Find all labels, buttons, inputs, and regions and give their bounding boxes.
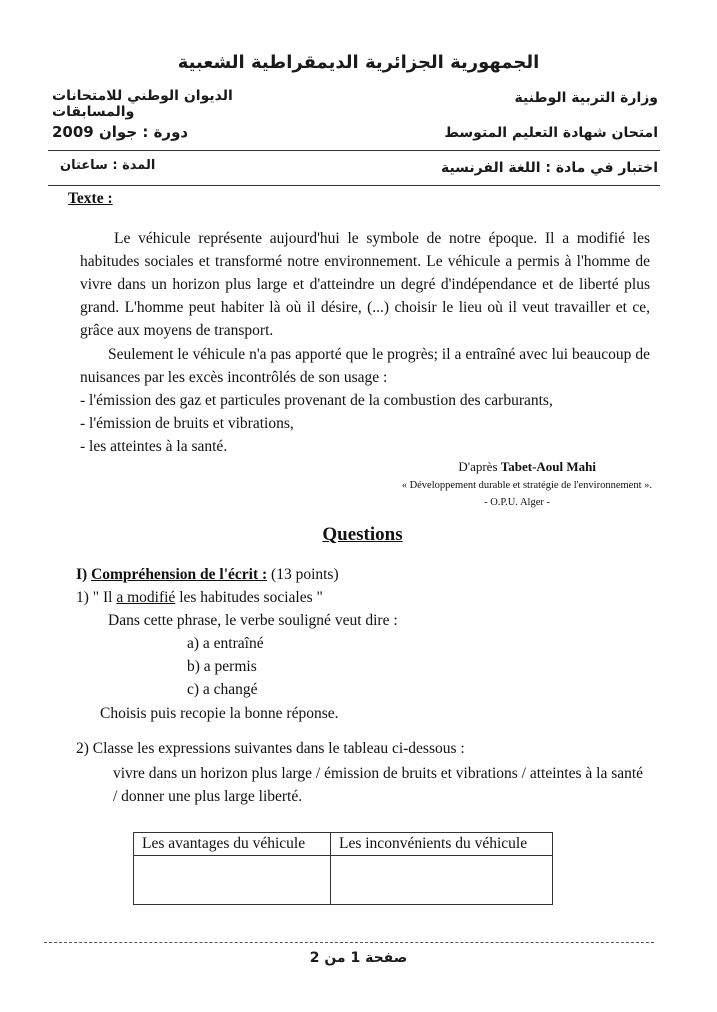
exam-name: امتحان شهادة التعليم المتوسط bbox=[444, 125, 658, 141]
text-title bbox=[68, 187, 113, 210]
exam-subject: اختبار في مادة : اللغة الفرنسية bbox=[440, 160, 658, 176]
section-1-number: I) bbox=[76, 566, 92, 583]
text-paragraph-1: Le véhicule représente aujourd'hui le symbole de notre époque. Il a modifié les habitudes sociales et transformé notre environnement. Le véhicule a permis à l'homme de vivre dans un horizon plus large et d'atteindre un degré d'indépendance et de liberté plus grand. L'homme peut habiter là où il désire, (...) choisir le lieu où il veut travailler et ce, grâce aux moyens de transport. bbox=[80, 230, 650, 339]
header-rule-top bbox=[48, 150, 660, 151]
q2-expressions: vivre dans un horizon plus large / émission de bruits et vibrations / atteintes à la santé / donner une plus large liberté. bbox=[113, 765, 644, 805]
questions-title-label: Questions bbox=[322, 524, 403, 545]
page-number: صفحة 1 من 2 bbox=[309, 950, 408, 966]
q1-options bbox=[187, 632, 264, 701]
q1-option-c: c) a changé bbox=[187, 681, 258, 698]
q1-option-a: a) a entraîné bbox=[187, 635, 264, 652]
text-title-label: Texte : bbox=[68, 190, 113, 207]
text-paragraph-2: Seulement le véhicule n'a pas apporté que le progrès; il a entraîné avec lui beaucoup de nuisances par les excès incontrôlés de son usage : bbox=[80, 346, 650, 386]
q1-underlined-verb: a modifié bbox=[116, 589, 176, 606]
bullet-list bbox=[80, 389, 660, 458]
exam-session: دورة : جوان 2009 bbox=[52, 123, 189, 141]
header-rule-bottom bbox=[48, 185, 660, 186]
bullet-item: - les atteintes à la santé. bbox=[80, 438, 228, 455]
q1-text-a: 1) " Il bbox=[76, 589, 117, 606]
section-1-heading bbox=[76, 563, 339, 586]
source-attribution bbox=[380, 459, 596, 475]
exam-office: الديوان الوطني للامتحانات والمسابقات bbox=[52, 88, 233, 120]
source-prefix: D'après bbox=[458, 459, 501, 474]
table-header-disadvantages: Les inconvénients du véhicule bbox=[331, 833, 553, 856]
q1-option-b: b) a permis bbox=[187, 658, 257, 675]
table-cell-advantages[interactable] bbox=[134, 856, 331, 905]
q2-prompt: 2) Classe les expressions suivantes dans le tableau ci-dessous : bbox=[76, 740, 465, 757]
section-1-title: Compréhension de l'écrit : bbox=[91, 566, 268, 583]
question-1-quote bbox=[76, 586, 323, 609]
bullet-item: - l'émission des gaz et particules provenant de la combustion des carburants, bbox=[80, 392, 553, 409]
q1-instruction: Dans cette phrase, le verbe souligné veut dire : bbox=[108, 612, 398, 629]
source-book: « Développement durable et stratégie de l'environnement ». bbox=[401, 480, 652, 491]
exam-duration: المدة : ساعتان bbox=[60, 158, 156, 173]
table-header-advantages: Les avantages du véhicule bbox=[134, 833, 331, 856]
table-cell-disadvantages[interactable] bbox=[331, 856, 553, 905]
ministry-name: وزارة التربية الوطنية bbox=[514, 90, 658, 106]
republic-title: الجمهورية الجزائرية الديمقراطية الشعبية bbox=[177, 52, 540, 73]
footer-rule bbox=[44, 942, 654, 943]
bullet-item: - l'émission de bruits et vibrations, bbox=[80, 415, 294, 432]
q1-final-instruction: Choisis puis recopie la bonne réponse. bbox=[100, 705, 339, 722]
section-1-points: (13 points) bbox=[267, 566, 339, 583]
source-author: Tabet-Aoul Mahi bbox=[500, 459, 596, 474]
questions-title bbox=[0, 524, 717, 546]
q1-text-b: les habitudes sociales " bbox=[175, 589, 323, 606]
classification-table bbox=[133, 832, 553, 905]
source-publisher: - O.P.U. Alger - bbox=[484, 497, 550, 508]
